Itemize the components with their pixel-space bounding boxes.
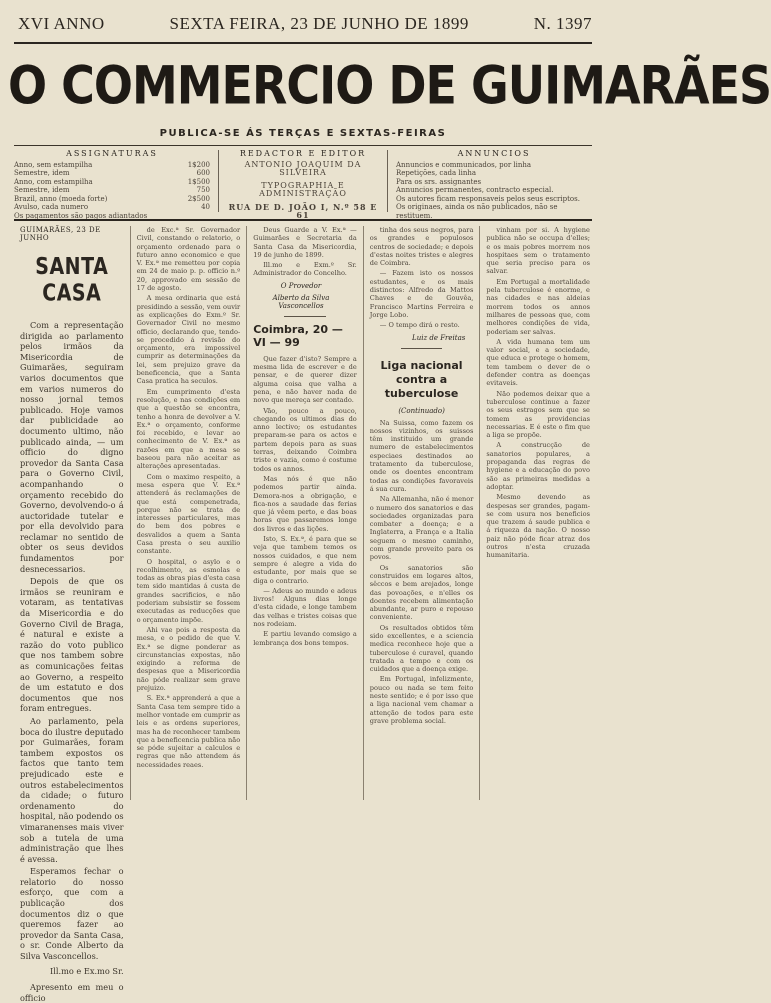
price-label: Anno, com estampilha [14,177,93,186]
paragraph: Depois de que os irmãos se reuniram e votaram, as tentativas da Misericordia e do Governo Civil de Braga, é natural e existe a razão do voto publico que nos tambem sobre as comunicações feitas ao Governo, a respeito de um estatuto e dos documentos que nos foram entregues. [20,576,124,714]
price-value: 600 [196,169,210,177]
price-label: Anno, sem estampilha [14,160,93,169]
paragraph: Com a representação dirigida ao parlamento pelos irmãos da Misericordia de Guimarães, seguiram varios documentos que em varios numeros do nosso jornal temos publicado. Hoje vamos dar publicidade ao documento ultimo, não publicado ainda, — um officio do digno provedor da Santa Casa para o Governo Civil, acompanhando o orçamento recebido do Governo, devolvendo-o á auctoridade tutelar e por ella devolvido para reclamar no sentido de obter os seus devidos fundamentos por desnecessarios. [20,320,124,574]
place-date: GUIMARÃES, 23 DE JUNHO [20,226,101,242]
coimbra-text [253,355,357,647]
paragraph: Ill.mo e Exm.º Sr. Administrador do Concelho. [253,261,357,278]
subscriptions-note: Os pagamentos são pagos adiantados [14,211,148,220]
paragraph: de Exc.ª Sr. Governador Civil, constando o relatorio, o orçamento ordenado para o futuro anno economico e que V. Ex.ª me remetteu por copia em 24 de maio p. p. officio n.º 20, approvado em sessão de 17 de agosto. [136,226,241,293]
issue-number: N. 1397 [533,14,592,33]
editor-name: ANTONIO JOAQUIM DA SILVEIRA [244,159,362,177]
paragraph: E partiu levando comsigo a lembrança dos bons tempos. [253,630,357,647]
letter-closing [253,226,357,278]
paragraph: Mas nós é que não podemos partir ainda. Demora-nos a obrigação, e fica-nos a saudade das ferias que já vêem perto, e das boas horas que passaremos longe dos livros e das lições. [253,474,357,533]
top-rule [14,42,592,44]
columns [14,226,596,1003]
liga-text [370,419,474,726]
issue-date: SEXTA FEIRA, 23 DE JUNHO DE 1899 [169,14,469,33]
price-label: Semestre, idem [14,186,70,194]
paragraph: Ao parlamento, pela boca do ilustre deputado por Guimarães, foram tambem expostos os factos que tanto tem prejudicado este e outros estabelecimentos da cidade; o futuro ordenamento do hospital, não podendo os vimaranenses mais viver sob a tutela de uma administração que lhes é avessa. [20,715,124,864]
column-5 [480,226,596,800]
ads-line: Annuncios e communicados, por linha [396,160,532,169]
subscriptions-heading: ASSIGNATURAS [66,149,158,158]
col5-text [486,226,590,560]
price-line [14,195,210,204]
coimbra-heading: Coimbra, 20 — VI — 99 [253,322,343,349]
subscriptions-box [14,149,218,220]
dateline [18,10,592,38]
price-line [14,186,210,195]
paragraph: — O tempo dirá o resto. [379,321,460,330]
editor-label: REDACTOR E EDITOR [239,149,367,158]
paragraph: A mesa ordinaria que está presidindo a sessão, vem ouvir as explicações do Exm.º Sr. Governador Civil no mesmo officio, declarando que, tendo-se procedido á revisão do orçamento, era impossivel cumprir as determinações da lei, sem prejuizo grave da beneficencia, que a Santa Casa pratica ha seculos. [136,294,241,386]
provedor-name: Alberto da Silva Vasconcellos [272,293,330,310]
col4-text [370,226,474,330]
liga-heading: Liga nacional contra a tuberculose [380,358,463,400]
col1-signature: Ill.mo e Ex.mo Sr. [50,965,124,976]
paragraph: Na Allemanha, não é menor o numero dos sanatorios e das sociedades organizadas para combater a doença; e a Inglaterra, a França e a Italia seguem o mesmo caminho, com grande proveito para os povos. [369,495,474,562]
separator [401,348,442,349]
ads-line: Para os srs. assignantes [396,177,482,186]
paragraph: Mesmo devendo as despesas ser grandes, pagam-se com usura nos beneficios que trazem á saude publica e á riqueza da nação. O nosso paiz não póde ficar atraz dos outros n'esta cruzada humanitaria. [486,493,590,560]
editor-box [218,149,388,220]
column-2 [131,226,248,800]
paragraph: Na Suissa, como fazem os nossos vizinhos, os suissos têm instituido um grande numero de estabelecimentos especiaes destinados ao tratamento da tuberculose, onde os doentes encontram todas as condições favoraveis á sua cura. [369,418,474,493]
year: XVI ANNO [18,14,105,33]
paragraph: Ahi vae pois a resposta da mesa, e o pedido de que V. Ex.ª se digne ponderar as circunstancias expostas, não exigindo a reforma de despesas que a Misericordia não póde realizar sem grave prejuizo. [136,625,241,693]
paragraph: Deus Guarde a V. Ex.ª — Guimarães e Secretaria da Santa Casa da Misericordia, 19 de junho de 1899. [253,226,357,259]
ads-note: Os originaes, ainda os não publicados, não se restituem. [396,203,558,220]
ads-box [388,149,592,220]
paragraph: — Fazem isto os nossos estudantes, e os mais distinctos: Alfredo da Mattos Chaves e de Gouvêa, Francisco Martins Ferreira e Jorge Lobo. [369,269,474,319]
paragraph: Não podemos deixar que a tuberculose continue a fazer os seus estragos sem que se tomem as providencias necessarias. E é este o fim que a liga se propõe. [486,389,590,440]
paragraph: O hospital, o asylo e o recolhimento, as esmolas e todas as obras pias d'esta casa tem sido mantidas á custa de grandes sacrificios, e não poderiam subsistir se fossem executadas as reducções que o orçamento impõe. [136,557,241,624]
price-line [14,178,210,187]
paragraph: vinham por si. A hygiene publica não se occupa d'elles; e os mais pobres morrem nos hospitaes sem o tratamento que seria preciso para os salvar. [486,226,590,276]
ads-line: Os autores ficam responsaveis pelos seus escriptos. [396,194,580,203]
price-value: 40 [201,203,210,211]
paragraph: Isto, S. Ex.ª, é para que se veja que tambem temos os nossos cuidados, e que nem sempre é alegre a vida do estudante, por mais que se diga o contrario. [253,535,357,585]
paragraph: Que fazer d'isto? Sempre a mesma lida de escrever e de pensar, e de querer dizer alguma coisa que valha a pena, e não haver nada de novo que mereça ser contado. [253,354,357,405]
admin-label: TYPOGRAPHIA E ADMINISTRAÇÃO [259,180,347,198]
continued-label: (Continuado) [398,406,445,415]
price-value: 1$200 [187,160,210,169]
price-line [14,169,210,178]
paragraph: Os sanatorios são construidos em logares altos, sêccos e bem arejados, longe das povoações, e n'elles os doentes recebem alimentação abundante, ar puro e repouso conveniente. [369,563,474,622]
price-line [14,161,210,170]
column-1 [14,226,131,1003]
masthead-rule [14,145,592,146]
paragraph: tinha dos seus negros, para os grandes e populosos centros de sociedade; e depois d'estas noites tristes e alegres de Coimbra. [369,226,474,268]
paragraph: Os resultados obtidos têm sido excellentes, e a sciencia medica reconhece hoje que a tuberculose é curavel, quando tratada a tempo e com os cuidados que a doença exige. [369,623,474,674]
price-label: Brazil, anno (moeda forte) [14,194,108,203]
separator [284,316,325,317]
ads-line: Annuncios permanentes, contracto especial. [396,186,554,194]
paragraph: Em Portugal, infelizmente, pouco ou nada se tem feito neste sentido; e é por isso que a liga nacional vem chamar a attenção de todos para este grave problema social. [369,675,474,725]
paragraph: Esperamos fechar o relatorio do nosso esforço, que com a publicação dos documentos diz o que queremos fazer ao provedor da Santa Casa, o sr. Conde Alberto da Silva Vasconcellos. [20,866,124,962]
ads-line: Repetições, cada linha [396,169,477,177]
paragraph: Vão, pouco a pouco, chegando os ultimos dias do anno lectivo; os estudantes preparam-se para os actos e partem depois para as suas terras, deixando Coimbra triste e vazia, como é costume todos os annos. [253,406,357,473]
info-row [14,149,592,220]
paragraph: A vida humana tem um valor social, e a sociedade, que educa e protege o homem, tem tambem o dever de o defender contra as doenças evitaveis. [486,337,590,388]
price-line [14,203,210,212]
price-value: 1$500 [187,177,210,186]
letter-text [137,226,241,769]
santa-casa-heading: SANTA CASA [35,253,109,307]
masthead-title: O COMMERCIO DE GUIMARÃES [8,54,771,117]
info-rule [14,219,592,221]
ads-heading: ANNUNCIOS [457,149,531,158]
paragraph: Com o maximo respeito, a mesa espera que V. Ex.ª attenderá ás reclamações de que está compenetrada, porque não se trata de interesses particulares, mas do bem dos pobres e desvalidos a quem a Santa Casa presta o seu auxilio constante. [136,472,241,556]
paragraph: A construcção de sanatorios populares, a propaganda das regras de hygiene e a educação do povo são as primeiras medidas a adoptar. [486,441,590,491]
masthead-subtitle: PUBLICA-SE ÁS TERÇAS E SEXTAS-FEIRAS [159,128,447,139]
column-3 [247,226,364,800]
column-4 [364,226,481,800]
price-value: 750 [196,186,210,194]
paragraph: Em cumprimento d'esta resolução, e nas condições em que a questão se encontra, tenho a honra de devolver a V. Ex.ª o orçamento, conforme foi recebido, e levar ao conhecimento de V. Ex.ª as razões em que a mesa se baseou para não aceitar as alterações apresentadas. [136,387,241,471]
paragraph: — Adeus ao mundo e adeus livros! Alguns dias longe d'esta cidade, e longe tambem das velhas e tristes coisas que nos rodeiam. [253,586,357,628]
author-signature: Luiz de Freitas [412,333,466,342]
col1-closing: Apresento em meu o officio [20,982,124,1003]
price-value: 2$500 [187,194,210,203]
santa-casa-text [20,320,124,962]
paragraph: Em Portugal a mortalidade pela tuberculose é enorme, e nas cidades e nas aldeias morrem todos os annos milhares de pessoas que, com melhores condições de vida, poderiam ser salvas. [486,277,590,336]
price-label: Semestre, idem [14,169,70,177]
price-label: Avulso, cada numero [14,203,89,211]
address: RUA DE D. JOÃO I, N.º 58 E 61 [228,201,378,220]
paragraph: S. Ex.ª apprenderá a que a Santa Casa tem sempre tido a melhor vontade em cumprir as leis e as ordens superiores, mas ha de reconhecer tambem que a beneficencia publica não se póde sujeitar a calculos e regras que não attendem ás necessidades reaes. [136,694,241,769]
provedor-label: O Provedor [280,281,322,290]
